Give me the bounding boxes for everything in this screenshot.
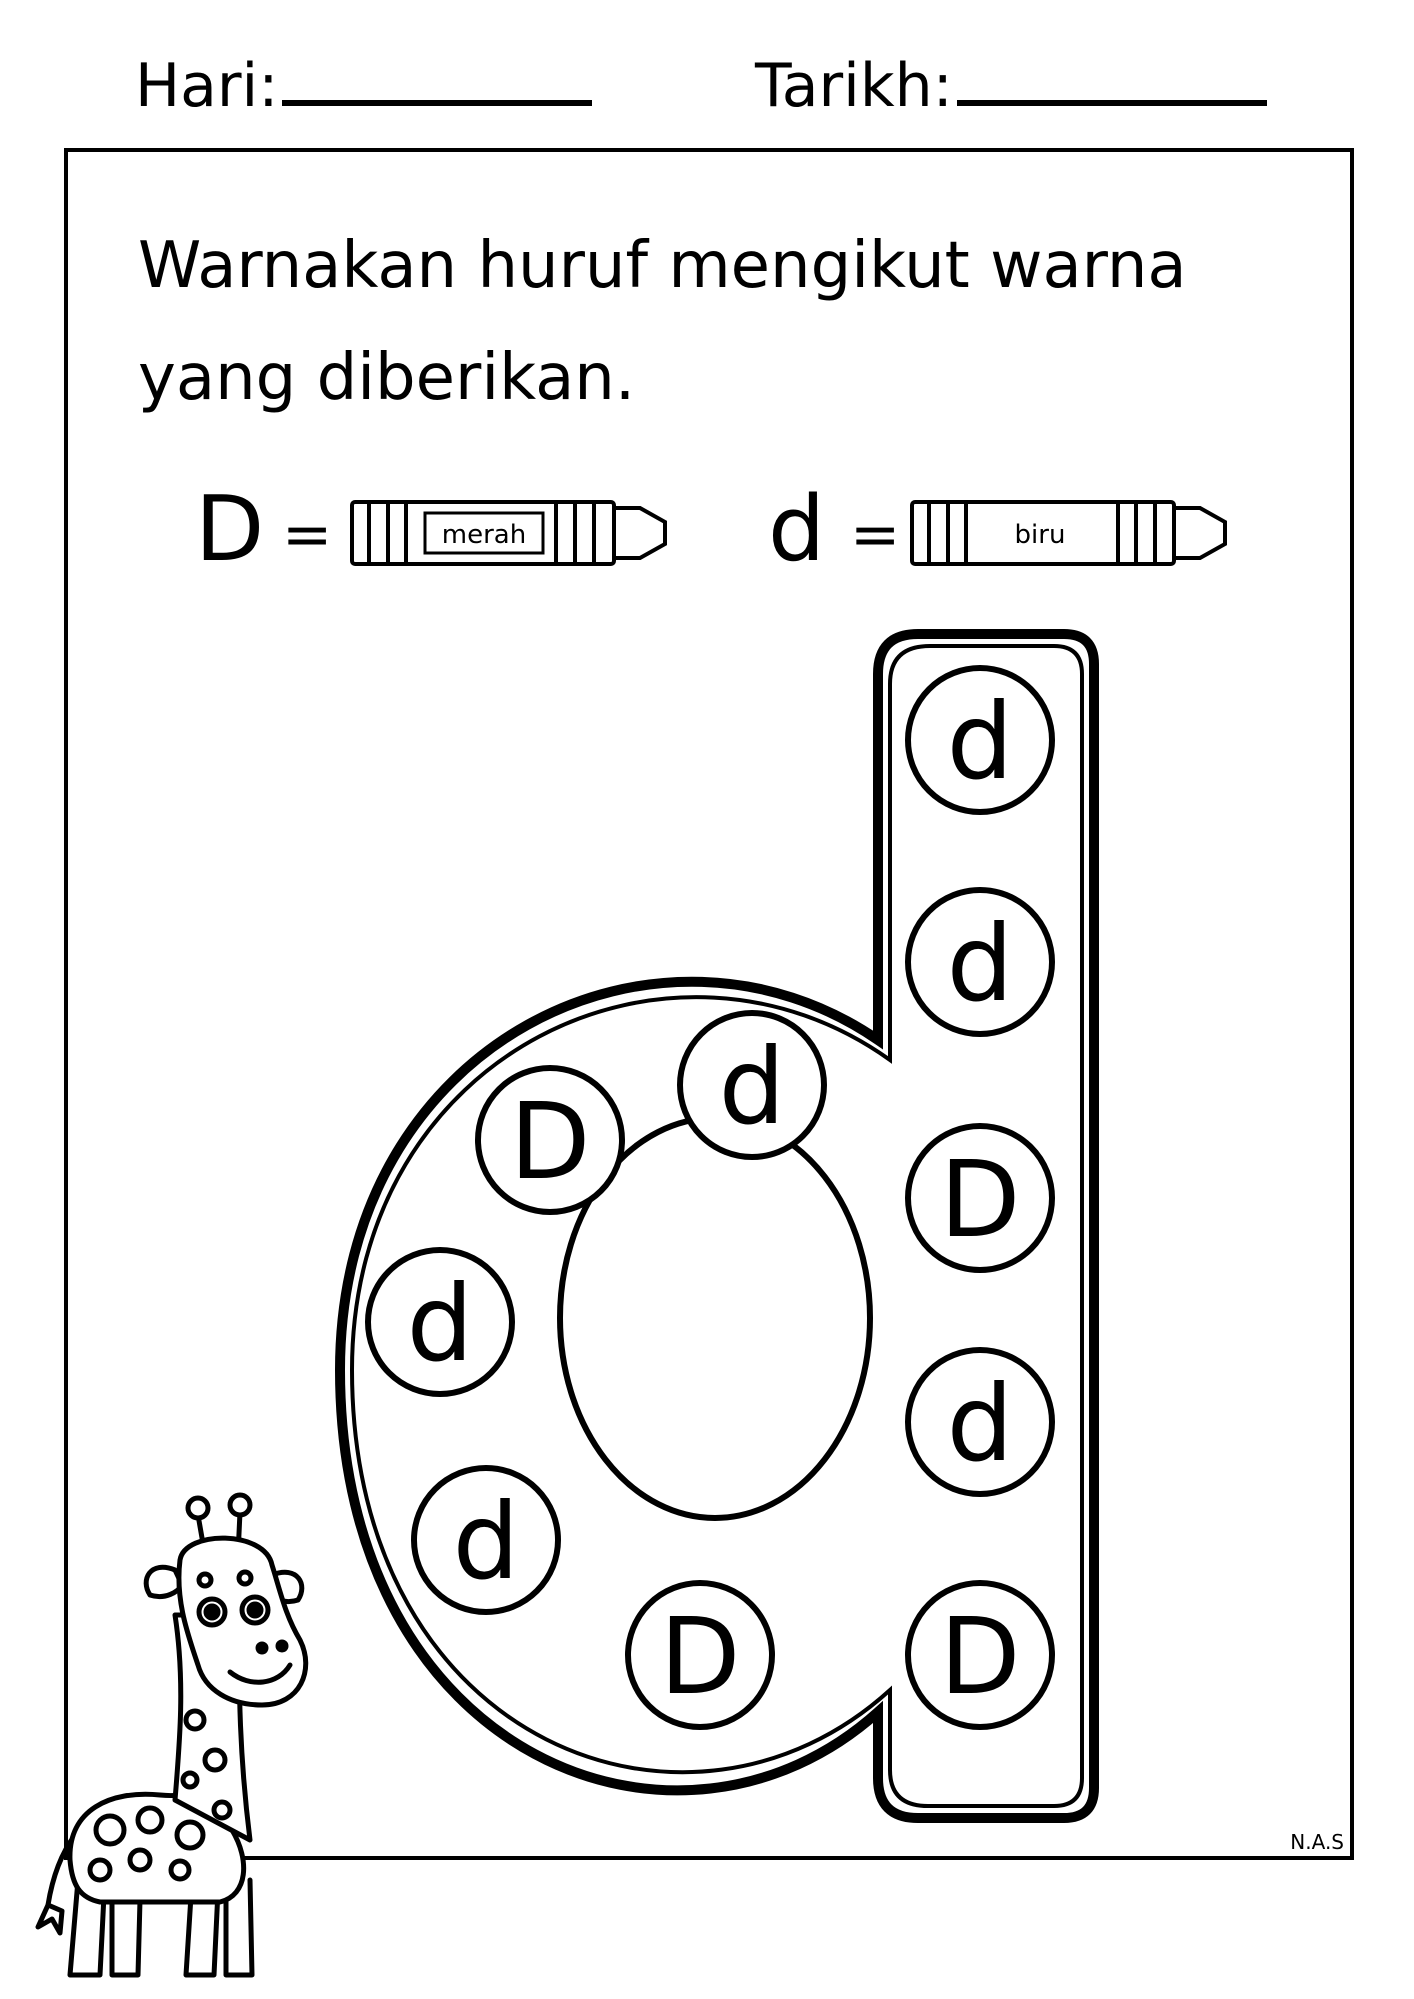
date-label: Tarikh: xyxy=(755,51,953,121)
circle-letter: D xyxy=(659,1596,741,1718)
legend-letter-upper: D xyxy=(195,477,265,582)
giraffe-icon xyxy=(38,1495,306,1975)
circle-letter: d xyxy=(452,1481,520,1603)
crayon-label-merah: merah xyxy=(441,520,527,550)
letter-circle[interactable] xyxy=(628,1583,772,1727)
legend-equals-2: = xyxy=(850,500,901,570)
instruction-text: Warnakan huruf mengikut warna yang diberikan. xyxy=(138,229,1187,415)
circle-letter: D xyxy=(509,1081,591,1203)
letter-circle[interactable] xyxy=(908,1350,1052,1494)
letter-circle[interactable] xyxy=(908,890,1052,1034)
circle-letter: D xyxy=(939,1596,1021,1718)
letter-circle[interactable] xyxy=(908,668,1052,812)
letter-circle[interactable] xyxy=(908,1126,1052,1270)
legend-equals-1: = xyxy=(282,500,333,570)
letter-circle[interactable] xyxy=(908,1583,1052,1727)
circle-letter: d xyxy=(406,1263,474,1385)
letter-circle[interactable] xyxy=(368,1250,512,1394)
letter-circle[interactable] xyxy=(414,1468,558,1612)
letter-circle[interactable] xyxy=(478,1068,622,1212)
circle-letter: d xyxy=(946,903,1014,1025)
credit-text: N.A.S xyxy=(1290,1830,1344,1854)
circle-letter: d xyxy=(946,681,1014,803)
circle-letter: d xyxy=(718,1026,786,1148)
crayon-label-biru: biru xyxy=(1014,520,1066,550)
day-label: Hari: xyxy=(135,51,279,121)
letter-circle[interactable] xyxy=(680,1013,824,1157)
crayon-blue xyxy=(912,502,1225,564)
circle-letter: d xyxy=(946,1363,1014,1485)
legend-letter-lower: d xyxy=(768,477,826,582)
circle-letter: D xyxy=(939,1139,1021,1261)
